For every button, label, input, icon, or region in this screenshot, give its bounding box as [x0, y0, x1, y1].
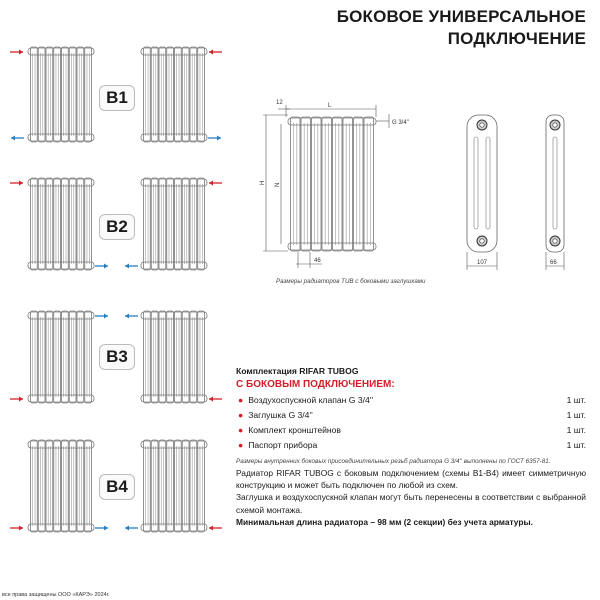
- supply-arrow-head: [209, 181, 213, 186]
- bullet-icon: ●: [238, 425, 244, 435]
- item-qty: 1 шт.: [566, 440, 586, 450]
- radiator-section: [31, 47, 38, 142]
- thread-label: G 3/4'': [392, 120, 409, 126]
- radiator-section: [144, 311, 151, 403]
- radiator-section: [85, 311, 92, 403]
- item-name: Заглушка G 3/4'': [248, 410, 313, 420]
- return-arrow-head: [11, 136, 15, 141]
- kit-heading: Комплектация RIFAR TUBOG: [236, 366, 359, 376]
- radiator-section: [144, 440, 151, 532]
- connection-port-inner: [480, 123, 484, 127]
- radiator-section: [38, 311, 45, 403]
- radiator-right-B2: [141, 178, 207, 270]
- radiator-right-B1: [141, 47, 207, 142]
- radiator-section: [69, 440, 76, 532]
- radiator-section: [190, 311, 197, 403]
- radiator-section: [343, 117, 353, 251]
- drawing-caption: Размеры радиаторов TUB с боковыми заглушками: [276, 278, 426, 285]
- radiator-section: [182, 47, 189, 142]
- bullet-icon: ●: [238, 395, 244, 405]
- dim-46-label: 46: [314, 258, 321, 264]
- kit-subheading: С БОКОВЫМ ПОДКЛЮЧЕНИЕМ:: [236, 379, 395, 390]
- radiator-section: [167, 178, 174, 270]
- radiator-left-B1: [28, 47, 94, 142]
- radiator-section: [175, 311, 182, 403]
- radiator-section: [85, 47, 92, 142]
- item-qty: 1 шт.: [566, 410, 586, 420]
- title-line-2: ПОДКЛЮЧЕНИЕ: [447, 29, 586, 48]
- dim-12-label: 12: [276, 100, 283, 106]
- return-arrow-head: [104, 526, 108, 531]
- scheme-badge-b1: B1: [99, 85, 135, 111]
- radiator-section: [167, 311, 174, 403]
- scheme-badge-b2: B2: [99, 214, 135, 240]
- radiator-section: [144, 47, 151, 142]
- title-line-1: БОКОВОЕ УНИВЕРСАЛЬНОЕ: [336, 7, 586, 26]
- radiator-section: [312, 117, 322, 251]
- radiator-section: [198, 440, 205, 532]
- radiator-section: [69, 178, 76, 270]
- radiator-section: [31, 440, 38, 532]
- item-qty: 1 шт.: [566, 425, 586, 435]
- dim-66-label: 66: [550, 260, 557, 266]
- supply-arrow-head: [209, 526, 213, 531]
- radiator-section: [46, 440, 53, 532]
- radiator-front-view: [288, 117, 376, 251]
- return-arrow-head: [125, 526, 129, 531]
- radiator-section: [190, 178, 197, 270]
- radiator-section: [69, 47, 76, 142]
- radiator-section: [31, 311, 38, 403]
- radiator-section: [62, 178, 69, 270]
- copyright-footer: все права защищены ООО «КАРЭ» 2024г.: [2, 592, 110, 598]
- radiator-section: [85, 178, 92, 270]
- scheme-badge-b4: B4: [99, 474, 135, 500]
- return-arrow-head: [125, 314, 129, 319]
- side-body: [467, 115, 497, 252]
- radiator-section: [85, 440, 92, 532]
- supply-arrow-head: [209, 50, 213, 55]
- radiator-section: [167, 47, 174, 142]
- page-title: [337, 6, 586, 50]
- item-name: Воздухоспускной клапан G 3/4'': [248, 395, 374, 405]
- radiator-section: [291, 117, 301, 251]
- radiator-section: [190, 440, 197, 532]
- radiator-section: [144, 178, 151, 270]
- radiator-section: [54, 47, 61, 142]
- radiator-section: [159, 178, 166, 270]
- scheme-badge-b3: B3: [99, 344, 135, 370]
- radiator-right-B3: [141, 311, 207, 403]
- radiator-section: [62, 47, 69, 142]
- list-item: [236, 395, 586, 405]
- radiator-section: [333, 117, 343, 251]
- return-arrow-head: [104, 314, 108, 319]
- radiator-section: [175, 47, 182, 142]
- supply-arrow-head: [19, 397, 23, 402]
- kit-note: Размеры внутренних боковых присоединительных резьб радиатора G 3/4'' выполнены по ГОСТ 6357-81.: [236, 458, 551, 465]
- side-body: [546, 115, 564, 252]
- radiator-section: [62, 311, 69, 403]
- radiator-section: [151, 178, 158, 270]
- radiator-section: [46, 178, 53, 270]
- radiator-side-view-2col: [546, 115, 564, 252]
- radiator-left-B4: [28, 440, 94, 532]
- radiator-section: [62, 440, 69, 532]
- radiator-left-B3: [28, 311, 94, 403]
- supply-arrow-head: [19, 181, 23, 186]
- radiator-section: [54, 440, 61, 532]
- return-arrow-head: [125, 264, 129, 269]
- radiator-section: [54, 178, 61, 270]
- radiator-section: [151, 440, 158, 532]
- list-item: [236, 410, 586, 420]
- supply-arrow-head: [19, 50, 23, 55]
- radiator-section: [159, 440, 166, 532]
- connection-port-inner: [480, 239, 484, 243]
- radiator-section: [38, 47, 45, 142]
- dim-H-label: H: [260, 180, 266, 185]
- return-arrow-head: [104, 264, 108, 269]
- radiator-section: [46, 47, 53, 142]
- description: [236, 467, 586, 528]
- radiator-section: [77, 178, 84, 270]
- supply-arrow-head: [19, 526, 23, 531]
- radiator-section: [182, 311, 189, 403]
- kit-section: [236, 366, 586, 465]
- radiator-section: [77, 311, 84, 403]
- radiator-section: [46, 311, 53, 403]
- return-arrow-head: [217, 136, 221, 141]
- bullet-icon: ●: [238, 410, 244, 420]
- dim-N-label: N: [275, 182, 281, 187]
- item-qty: 1 шт.: [566, 395, 586, 405]
- radiator-section: [69, 311, 76, 403]
- radiator-section: [354, 117, 364, 251]
- radiator-section: [198, 311, 205, 403]
- radiator-section: [175, 178, 182, 270]
- radiator-section: [77, 440, 84, 532]
- description-min-length: Минимальная длина радиатора – 98 мм (2 секции) без учета арматуры.: [236, 516, 533, 527]
- radiator-left-B2: [28, 178, 94, 270]
- connection-port-inner: [553, 239, 557, 243]
- radiator-section: [151, 311, 158, 403]
- description-paragraph: Радиатор RIFAR TUBOG с боковым подключением (схемы B1-B4) имеет симметричную конструкцию и может быть подключен по любой из схем.: [236, 468, 586, 491]
- radiator-section: [182, 440, 189, 532]
- radiator-section: [151, 47, 158, 142]
- description-paragraph: Заглушка и воздухоспускной клапан могут быть перенесены в соответствии с выбранной схемой монтажа.: [236, 492, 586, 515]
- connection-port-inner: [553, 123, 557, 127]
- list-item: [236, 425, 586, 435]
- radiator-section: [322, 117, 332, 251]
- radiator-section: [167, 440, 174, 532]
- item-name: Комплект кронштейнов: [248, 425, 341, 435]
- radiator-section: [175, 440, 182, 532]
- radiator-section: [301, 117, 311, 251]
- radiator-section: [38, 178, 45, 270]
- radiator-section: [190, 47, 197, 142]
- radiator-section: [198, 47, 205, 142]
- radiator-section: [31, 178, 38, 270]
- radiator-side-view-3col: [467, 115, 497, 252]
- radiator-right-B4: [141, 440, 207, 532]
- radiator-section: [198, 178, 205, 270]
- item-name: Паспорт прибора: [248, 440, 318, 450]
- list-item: [236, 440, 586, 450]
- bullet-icon: ●: [238, 440, 244, 450]
- dim-L-label: L: [328, 103, 332, 109]
- dim-107-label: 107: [477, 260, 488, 266]
- radiator-section: [54, 311, 61, 403]
- radiator-section: [182, 178, 189, 270]
- radiator-section: [159, 47, 166, 142]
- radiator-section: [364, 117, 374, 251]
- radiator-section: [38, 440, 45, 532]
- radiator-section: [77, 47, 84, 142]
- supply-arrow-head: [209, 397, 213, 402]
- radiator-section: [159, 311, 166, 403]
